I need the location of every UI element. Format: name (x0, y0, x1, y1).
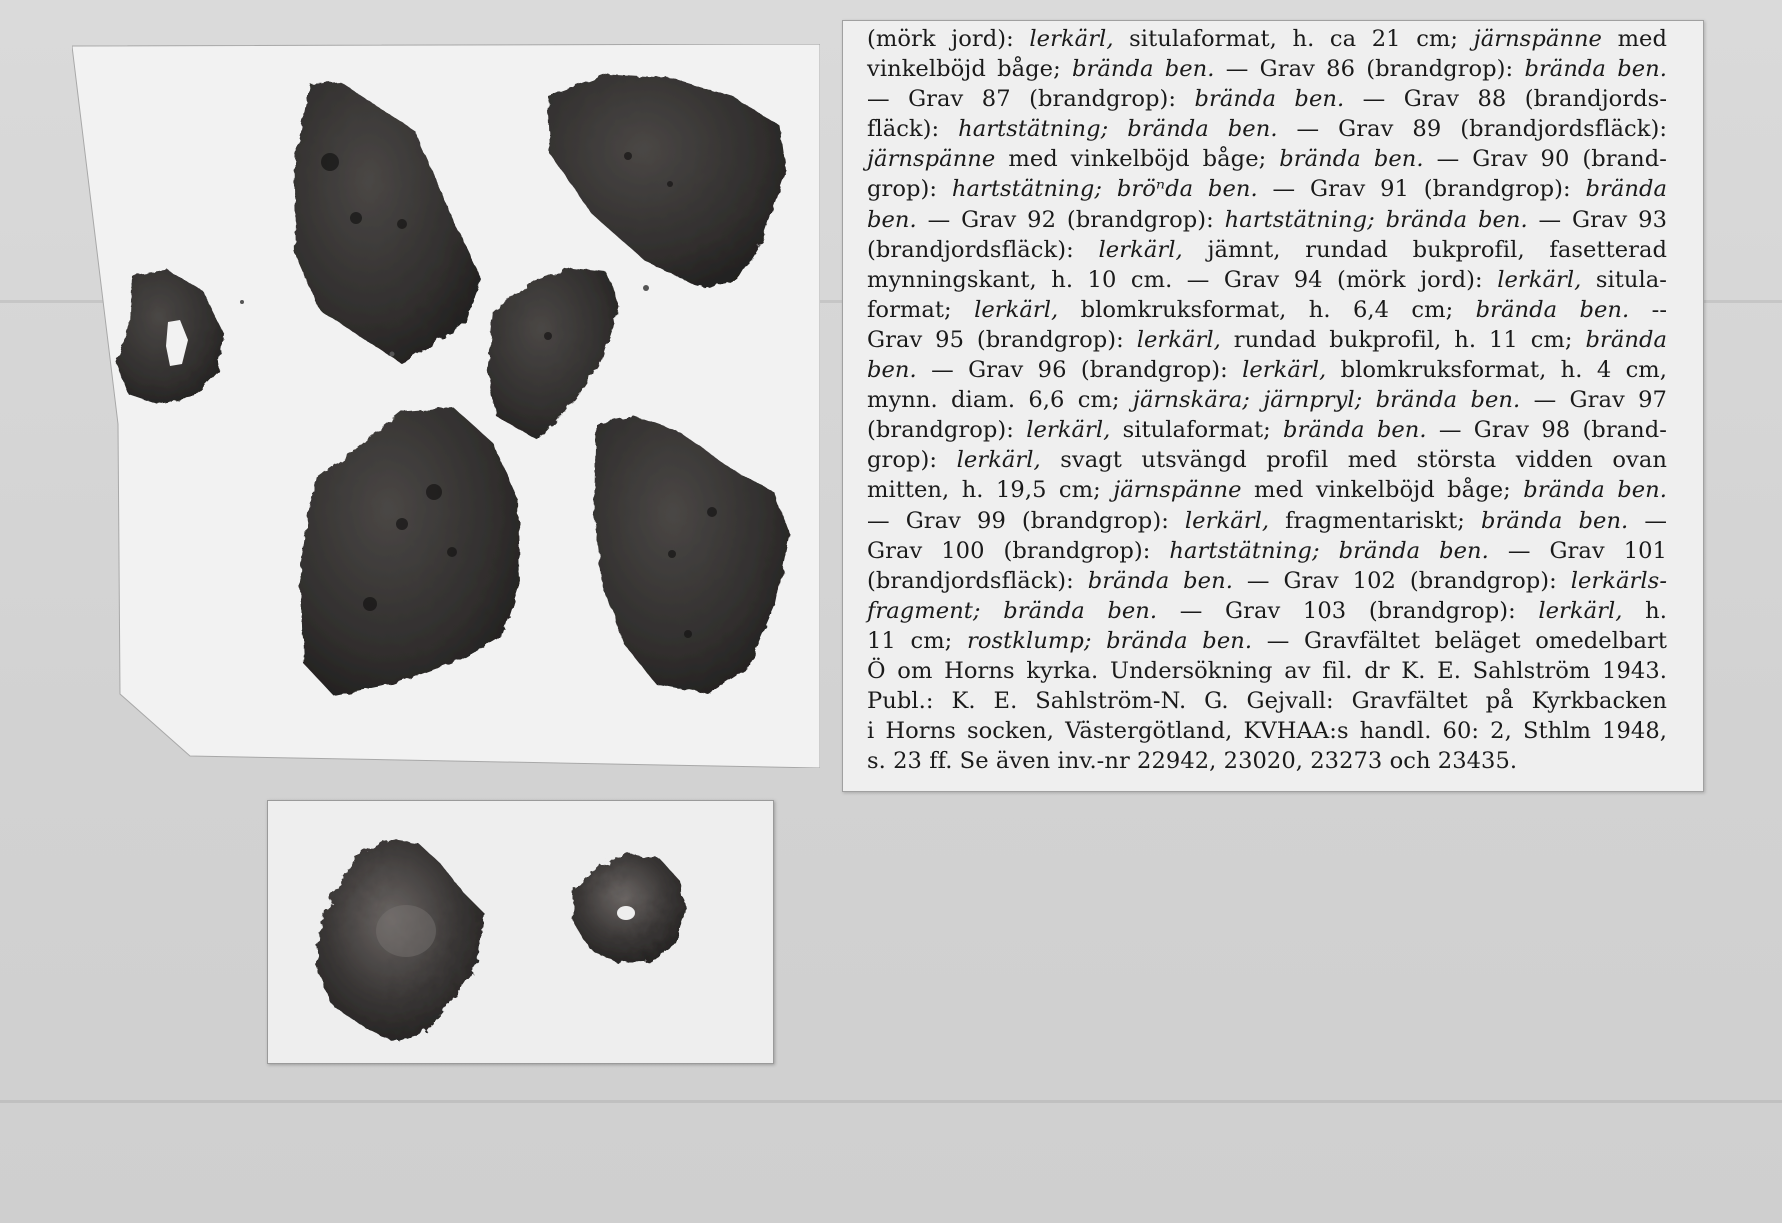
italic-term: brända ben. (1475, 296, 1630, 323)
artifacts-photograph (267, 800, 774, 1064)
text-line (867, 415, 1667, 445)
text-line (867, 84, 1667, 114)
text-line (867, 716, 1667, 746)
italic-term: brända ben. (1283, 417, 1427, 444)
italic-term: brända (1585, 176, 1667, 203)
text-run: — Grav 103 (brandgrop): (1157, 597, 1539, 624)
text-run: Grav 95 (brandgrop): (867, 326, 1137, 353)
text-run: blomkruksformat, h. 6,4 cm; (1058, 296, 1476, 323)
text-line (867, 626, 1667, 656)
text-line (867, 506, 1667, 536)
italic-term: lerkärl, (1026, 417, 1111, 444)
text-run: — Grav 97 (1520, 387, 1667, 414)
text-run: 11 cm; (867, 627, 967, 654)
text-run: Grav 100 (brandgrop): (867, 537, 1170, 564)
catalog-text (867, 24, 1703, 776)
text-run: med (1601, 26, 1667, 52)
text-run: situla- (1581, 266, 1667, 293)
sherds-photograph (72, 44, 820, 768)
text-run: blomkruksformat, h. 4 cm, (1326, 357, 1667, 384)
text-run: — Grav 93 (1527, 206, 1667, 233)
text-run: vinkelböjd båge; (867, 56, 1072, 83)
italic-term: lerkärls- (1570, 567, 1667, 594)
ring-hole (617, 906, 635, 920)
text-line (867, 174, 1667, 204)
italic-term: lerkärl, (1029, 26, 1114, 52)
italic-term: brända ben. (1087, 567, 1233, 594)
text-run: — Grav 89 (brandjordsfläck): (1277, 116, 1667, 143)
italic-term: ben. (867, 357, 917, 384)
text-run: — Grav 88 (brandjords- (1344, 86, 1668, 113)
text-run: fläck): (867, 116, 959, 143)
text-run: Ö om Horns kyrka. Undersökning av fil. dr K. E. Sahlström 1943. (867, 657, 1667, 684)
text-line (867, 114, 1667, 144)
text-run: i Horns socken, Västergötland, KVHAA:s handl. 60: 2, Sthlm 1948, (867, 718, 1667, 745)
text-line (867, 746, 1667, 776)
italic-term: hartstätning; brända ben. (1169, 537, 1489, 564)
text-line (867, 596, 1667, 626)
text-run: — Grav 86 (brandgrop): (1214, 56, 1525, 83)
text-run: situlaformat; (1110, 417, 1284, 444)
text-run: — Grav 96 (brandgrop): (916, 357, 1243, 384)
text-run: mynningskant, h. 10 cm. — Grav 94 (mörk jord): (867, 266, 1498, 293)
italic-term: lerkärl, (1538, 597, 1623, 624)
italic-term: hartstätning; brända ben. (1224, 206, 1528, 233)
text-line (867, 265, 1667, 295)
italic-term: lerkärl, (1497, 266, 1582, 293)
text-line (867, 656, 1667, 686)
text-line (867, 475, 1667, 505)
text-run: rundad bukprofil, h. 11 cm; (1220, 326, 1586, 353)
text-run: — (1628, 507, 1667, 534)
text-line (867, 205, 1667, 235)
italic-term: brända ben. (1524, 56, 1667, 83)
text-run: fragmentariskt; (1269, 507, 1481, 534)
italic-term: lerkärl, (956, 447, 1041, 474)
lump-highlight (376, 905, 436, 957)
italic-term: hartstätning; bröⁿda ben. (951, 176, 1258, 203)
text-line (867, 295, 1667, 325)
italic-term: brända ben. (1279, 146, 1424, 173)
italic-term: brända ben. (1523, 477, 1667, 504)
text-line (867, 54, 1667, 84)
text-run: — Grav 92 (brandgrop): (916, 206, 1225, 233)
scan-streak (0, 1100, 1782, 1103)
text-run: h. (1622, 597, 1667, 624)
text-line (867, 144, 1667, 174)
italic-term: lerkärl, (1184, 507, 1270, 534)
text-run: — Grav 90 (brand- (1423, 146, 1667, 173)
text-run: med vinkelböjd båge; (995, 146, 1280, 173)
text-run: (brandjordsfläck): (867, 567, 1088, 594)
italic-term: hartstätning; brända ben. (958, 116, 1278, 143)
italic-term: brända ben. (1194, 86, 1345, 113)
text-run: — Grav 91 (brandgrop): (1257, 176, 1586, 203)
text-run: mitten, h. 19,5 cm; (867, 477, 1114, 504)
catalog-text-panel (842, 20, 1704, 792)
text-run: — Gravfältet beläget omedelbart (1252, 627, 1668, 654)
text-line (867, 686, 1667, 716)
text-run: med vinkelböjd båge; (1241, 477, 1524, 504)
text-run: (mörk jord): (867, 26, 1030, 52)
text-run: — Grav 87 (brandgrop): (867, 86, 1195, 113)
text-run: mynn. diam. 6,6 cm; (867, 387, 1133, 414)
text-run: Publ.: K. E. Sahlström-N. G. Gejvall: Gravfältet på Kyrkbacken (867, 688, 1667, 715)
text-run: grop): (867, 176, 952, 203)
text-line (867, 566, 1667, 596)
text-line (867, 536, 1667, 566)
italic-term: lerkärl, (1242, 357, 1327, 384)
text-line (867, 235, 1667, 265)
text-run: — Grav 98 (brand- (1426, 417, 1667, 444)
text-run: — Grav 102 (brandgrop): (1232, 567, 1571, 594)
italic-term: lerkärl, (1098, 236, 1183, 263)
text-run: — Grav 99 (brandgrop): (867, 507, 1185, 534)
text-run: situlaformat, h. ca 21 cm; (1113, 26, 1474, 52)
text-run: svagt utsvängd profil med största vidden ovan (1040, 447, 1667, 474)
italic-term: järnskära; järnpryl; brända ben. (1132, 387, 1521, 414)
text-run: grop): (867, 447, 957, 474)
text-run: (brandgrop): (867, 417, 1027, 444)
text-run: format; (867, 296, 975, 323)
italic-term: lerkärl, (1136, 326, 1221, 353)
italic-term: brända ben. (1480, 507, 1629, 534)
italic-term: rostklump; brända ben. (966, 627, 1253, 654)
text-run: jämnt, rundad bukprofil, fasetterad (1182, 236, 1667, 263)
italic-term: lerkärl, (974, 296, 1059, 323)
text-line (867, 385, 1667, 415)
text-line (867, 445, 1667, 475)
text-run: — Grav 101 (1488, 537, 1667, 564)
italic-term: brända (1585, 326, 1667, 353)
text-run: -- (1629, 296, 1667, 323)
italic-term: fragment; brända ben. (867, 597, 1158, 624)
italic-term: brända ben. (1071, 56, 1215, 83)
text-run: s. 23 ff. Se även inv.-nr 22942, 23020, 23273 och 23435. (867, 748, 1518, 775)
text-line (867, 325, 1667, 355)
italic-term: järnspänne (1473, 26, 1602, 52)
text-line (867, 355, 1667, 385)
italic-term: ben. (867, 206, 917, 233)
text-run: (brandjordsfläck): (867, 236, 1099, 263)
italic-term: järnspänne (867, 146, 996, 173)
italic-term: järnspänne (1113, 477, 1242, 504)
text-line (867, 24, 1667, 54)
